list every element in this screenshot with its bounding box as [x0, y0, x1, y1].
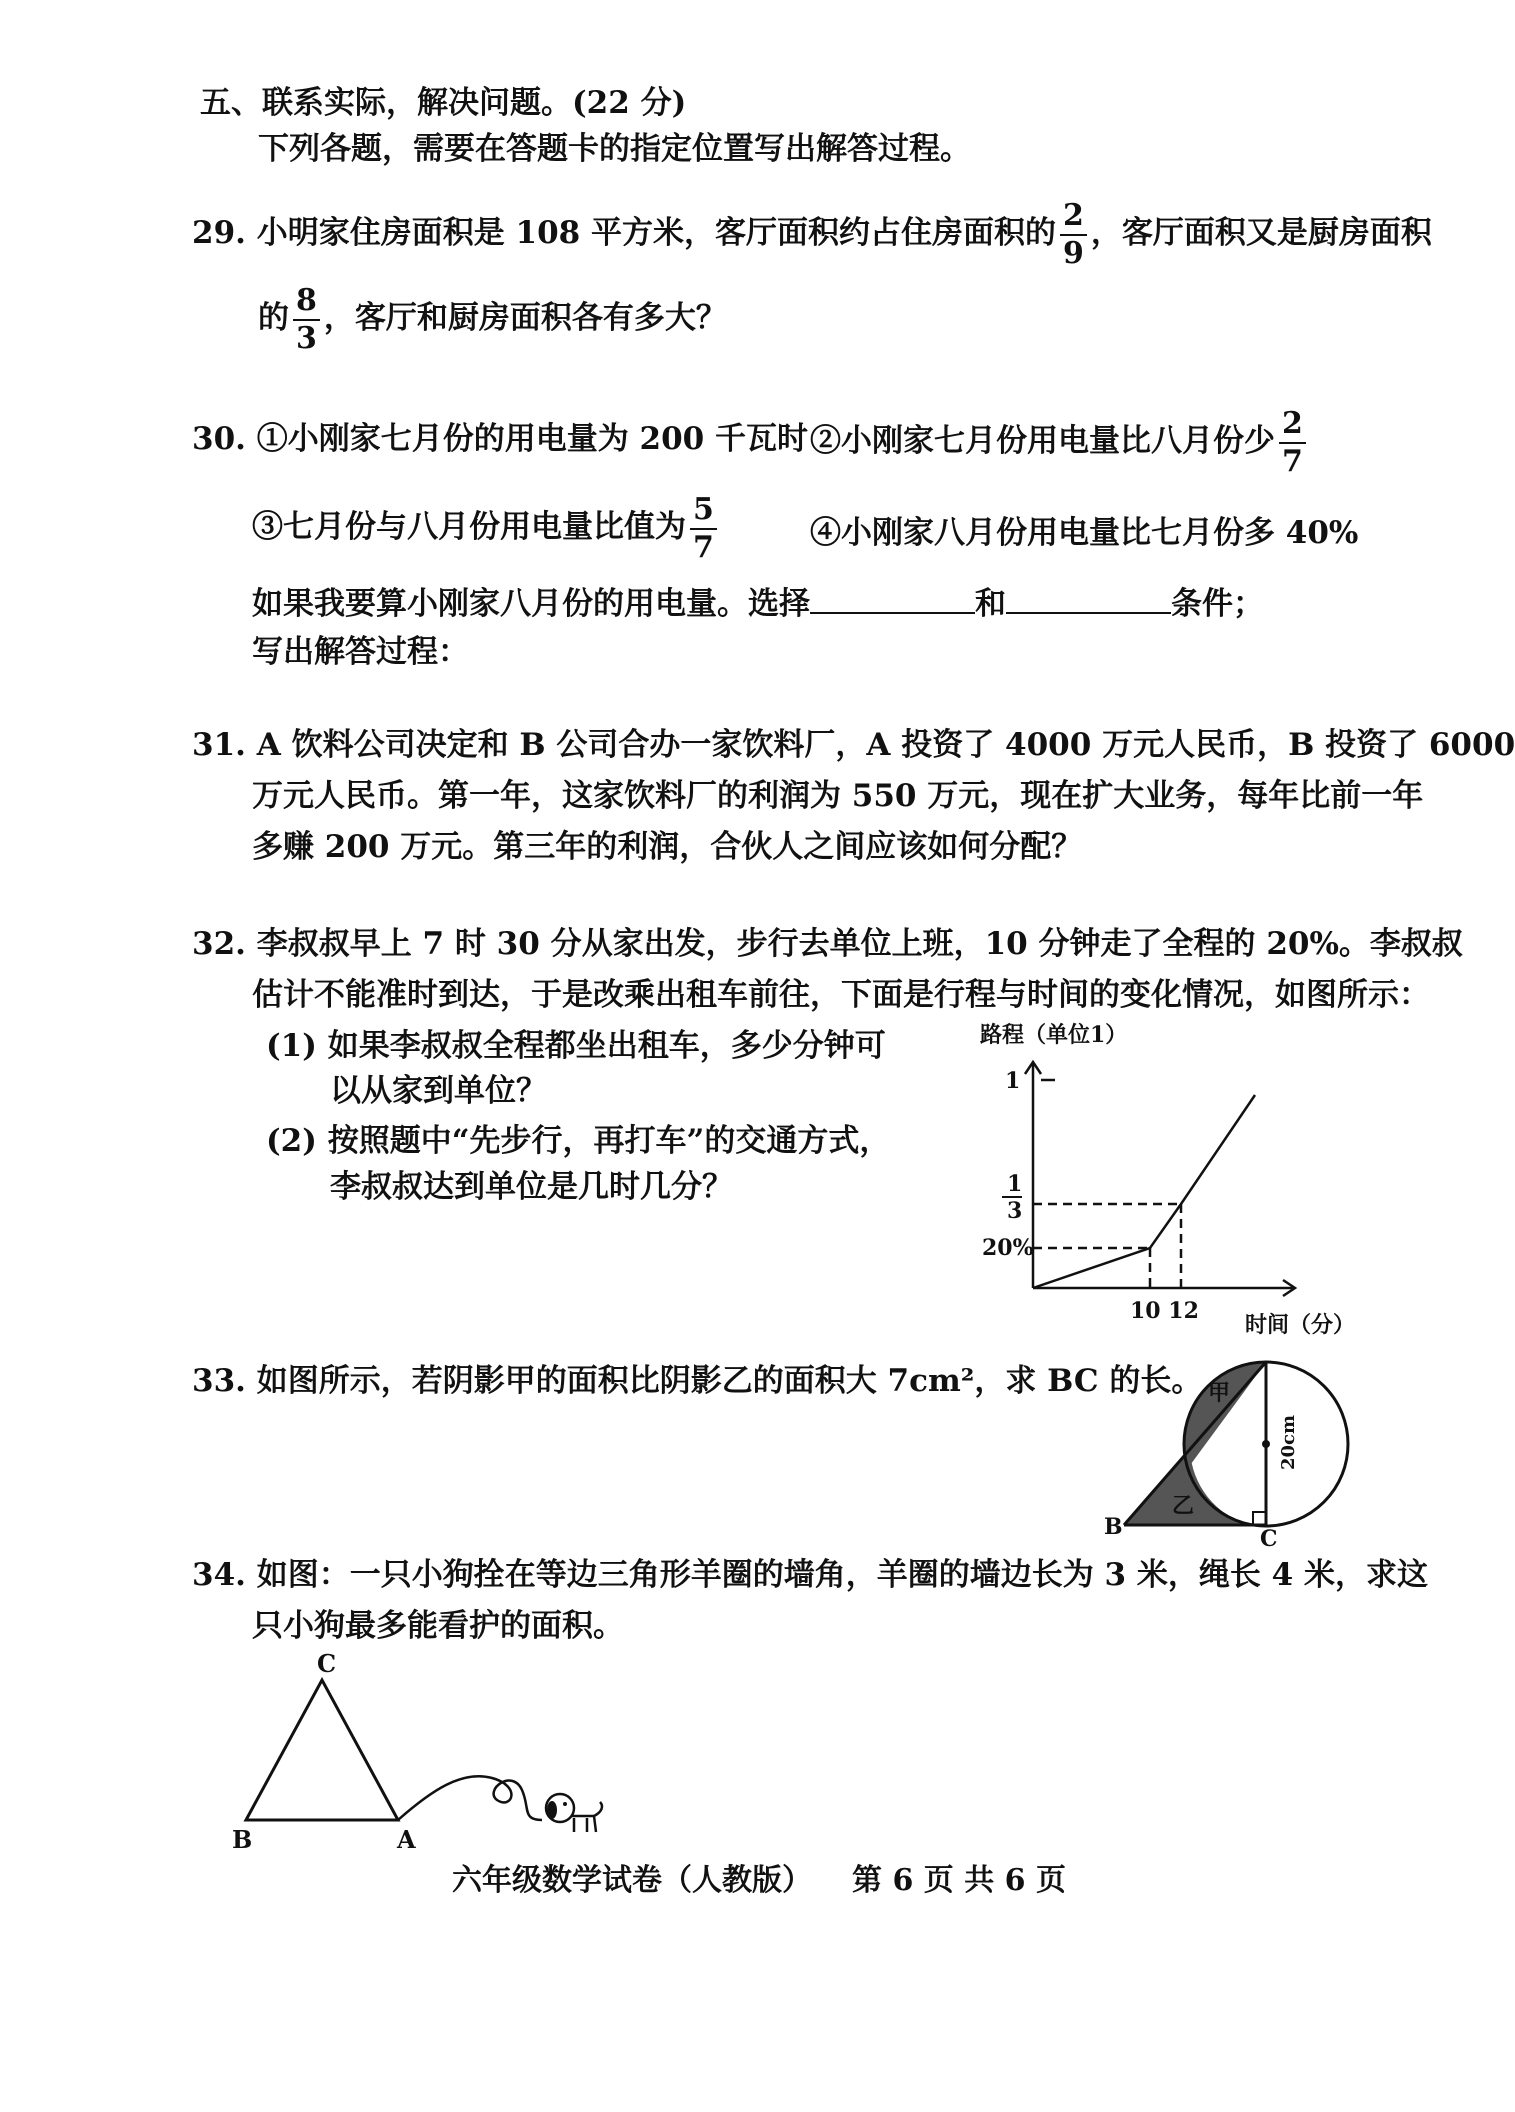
answer-blank-2[interactable] [1006, 586, 1171, 614]
question-text: 的 [258, 300, 289, 336]
condition-1: ①小刚家七月份的用电量为 200 千瓦时 [256, 421, 809, 457]
circle-triangle-figure [1104, 1348, 1370, 1552]
question-30-line1 [192, 421, 809, 457]
question-number: 31. [192, 727, 246, 763]
question-32-sub2a: (2) 按照题中“先步行，再打车”的交通方式， [266, 1123, 891, 1159]
right-angle-mark [1253, 1512, 1266, 1525]
answer-blank-1[interactable] [810, 586, 975, 614]
question-number: 34. [192, 1557, 246, 1593]
fraction: $\frac{5}{7}$ [690, 494, 717, 563]
question-text: ，客厅和厨房面积各有多大？ [323, 300, 727, 336]
section-title: 五、联系实际，解决问题。(22 分) [200, 85, 687, 121]
label-jia: 甲 [1208, 1380, 1231, 1406]
fraction: $\frac{2}{9}$ [1060, 200, 1087, 269]
label-b: B [232, 1825, 253, 1854]
rope [398, 1776, 542, 1820]
question-32-sub1a: (1) 如果李叔叔全程都坐出租车，多少分钟可 [266, 1028, 886, 1064]
question-31-line1: 31. A 饮料公司决定和 B 公司合办一家饮料厂，A 投资了 4000 万元人民币，B 投资了 6000 [192, 727, 1515, 763]
condition-2: ②小刚家七月份用电量比八月份少 $\frac{2}{7}$ [810, 408, 1310, 477]
y-tick-label-third-num: 1 [1007, 1171, 1023, 1197]
y-tick-label-third-den: 3 [1007, 1198, 1023, 1224]
distance-time-graph [960, 1020, 1360, 1340]
condition-3: ③七月份与八月份用电量比值为 $\frac{5}{7}$ [252, 494, 721, 563]
distance-line [1033, 1095, 1255, 1288]
fraction: $\frac{2}{7}$ [1279, 408, 1306, 477]
question-number: 32. [192, 926, 246, 962]
question-32-line2: 估计不能准时到达，于是改乘出租车前往，下面是行程与时间的变化情况，如图所示： [252, 977, 1430, 1013]
question-34-line2: 只小狗最多能看护的面积。 [252, 1608, 624, 1644]
question-number: 33. [192, 1363, 246, 1399]
dog-icon [546, 1794, 602, 1832]
section-instruction: 下列各题，需要在答题卡的指定位置写出解答过程。 [258, 131, 971, 167]
question-29-line2 [258, 285, 727, 354]
label-yi: 乙 [1172, 1493, 1195, 1519]
question-30-write: 写出解答过程： [252, 634, 469, 670]
question-number: 30. [192, 421, 246, 457]
fraction: $\frac{8}{3}$ [293, 285, 320, 354]
triangle [246, 1680, 398, 1820]
question-32-sub1b: 以从家到单位？ [330, 1073, 547, 1109]
question-33-line: 33. 如图所示，若阴影甲的面积比阴影乙的面积大 7cm²，求 BC 的长。 [192, 1363, 1203, 1399]
label-a: A [397, 1825, 416, 1854]
question-34-line1: 34. 如图：一只小狗拴在等边三角形羊圈的墙角，羊圈的墙边长为 3 米，绳长 4 米，求这 [192, 1557, 1429, 1593]
condition-4: ④小刚家八月份用电量比七月份多 40% [810, 515, 1359, 551]
question-31-line3: 多赚 200 万元。第三年的利润，合伙人之间应该如何分配？ [252, 829, 1083, 865]
question-text: 小明家住房面积是 108 平方米，客厅面积约占住房面积的 [256, 215, 1057, 251]
x-axis-label: 时间（分） [1245, 1312, 1356, 1338]
question-31-line2: 万元人民币。第一年，这家饮料厂的利润为 550 万元，现在扩大业务，每年比前一年 [252, 778, 1424, 814]
x-tick-labels: 10 12 [1130, 1298, 1199, 1324]
question-text: ，客厅面积又是厨房面积 [1090, 215, 1432, 251]
label-c: C [317, 1649, 337, 1678]
question-32-sub2b: 李叔叔达到单位是几时几分？ [330, 1169, 733, 1205]
label-diameter: 20cm [1278, 1414, 1299, 1470]
question-29-line1 [192, 200, 1432, 269]
label-b: B [1104, 1514, 1123, 1540]
question-number: 29. [192, 215, 246, 251]
page-number: 第 6 页 共 6 页 [852, 1863, 1066, 1898]
center-dot [1262, 1440, 1270, 1448]
dog-triangle-figure [222, 1640, 642, 1860]
y-tick-label-1: 1 [1005, 1068, 1021, 1094]
y-axis-label: 路程（单位1） [980, 1022, 1128, 1048]
question-30-choose: 如果我要算小刚家八月份的用电量。选择 和 条件； [252, 586, 1264, 622]
paper-title: 六年级数学试卷（人教版） [452, 1863, 812, 1898]
y-tick-label-20pct: 20% [982, 1235, 1034, 1261]
question-32-line1: 32. 李叔叔早上 7 时 30 分从家出发，步行去单位上班，10 分钟走了全程的 20%。李叔叔 [192, 926, 1463, 962]
label-c: C [1260, 1526, 1278, 1552]
